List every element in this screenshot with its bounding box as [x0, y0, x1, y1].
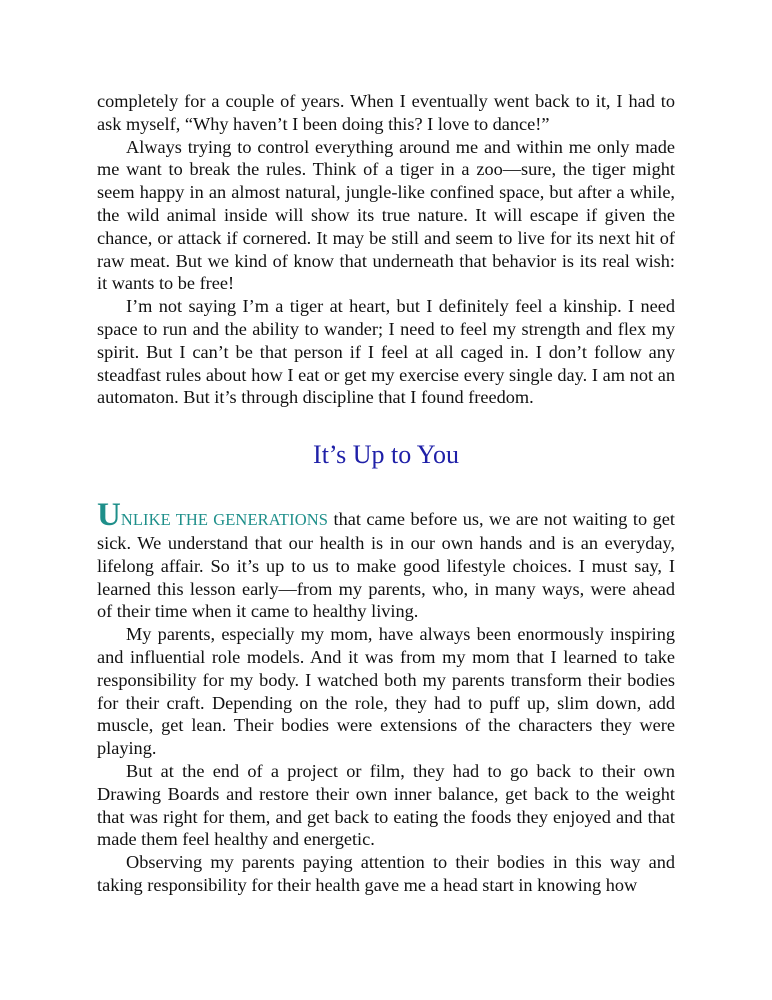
book-page	[97, 90, 675, 897]
paragraph-role-models: My parents, especially my mom, have always been enormously inspiring and influential role models. And it was from my mom that I learned to take responsibility for my body. I watched both my parents transform their bodies for their craft. Depending on the role, they had to puff up, slim down, add muscle, get lean. Their bodies were extensions of the characters they were playing.	[97, 624, 675, 759]
lead-text: that came before us, we are not waiting to get sick. We understand that our health is in our own hands and is an everyday, lifelong affair. So it’s up to us to make good lifestyle choices. I must say, I learned this lesson early—from my parents, who, in many ways, were ahead of their time when it came to healthy living.	[97, 509, 675, 622]
lead-paragraph	[97, 497, 675, 623]
paragraph-continued: completely for a couple of years. When I eventually went back to it, I had to ask myself, “Why haven’t I been doing this? I love to dance!”	[97, 91, 675, 134]
paragraph-tiger: Always trying to control everything around me and within me only made me want to break the rules. Think of a tiger in a zoo—sure, the tiger might seem happy in an almost natural, jungle-like confined space, but after a while, the wild animal inside will show its true nature. It will escape if given the chance, or attack if cornered. It may be still and seem to live for its next hit of raw meat. But we kind of know that underneath that behavior is its real wish: it wants to be free!	[97, 136, 675, 294]
section-body	[97, 497, 675, 897]
paragraph-observing: Observing my parents paying attention to their bodies in this way and taking responsibility for their health gave me a head start in knowing how	[97, 852, 675, 895]
section-heading: It’s Up to You	[313, 440, 459, 470]
lead-small-caps: NLIKE THE GENERATIONS	[120, 510, 328, 530]
paragraph-kinship: I’m not saying I’m a tiger at heart, but I definitely feel a kinship. I need space to run and the ability to wander; I need to feel my strength and flex my spirit. But I can’t be that person if I feel at all caged in. I don’t follow any steadfast rules about how I eat or get my exercise every single day. I am not an automaton. But it’s through discipline that I found freedom.	[97, 296, 675, 408]
drop-cap-letter: U	[97, 497, 121, 534]
paragraph-drawing-boards: But at the end of a project or film, they had to go back to their own Drawing Boards and restore their own inner balance, get back to the weight that was right for them, and get back to eating the foods they enjoyed and that made them feel healthy and energetic.	[97, 760, 675, 850]
